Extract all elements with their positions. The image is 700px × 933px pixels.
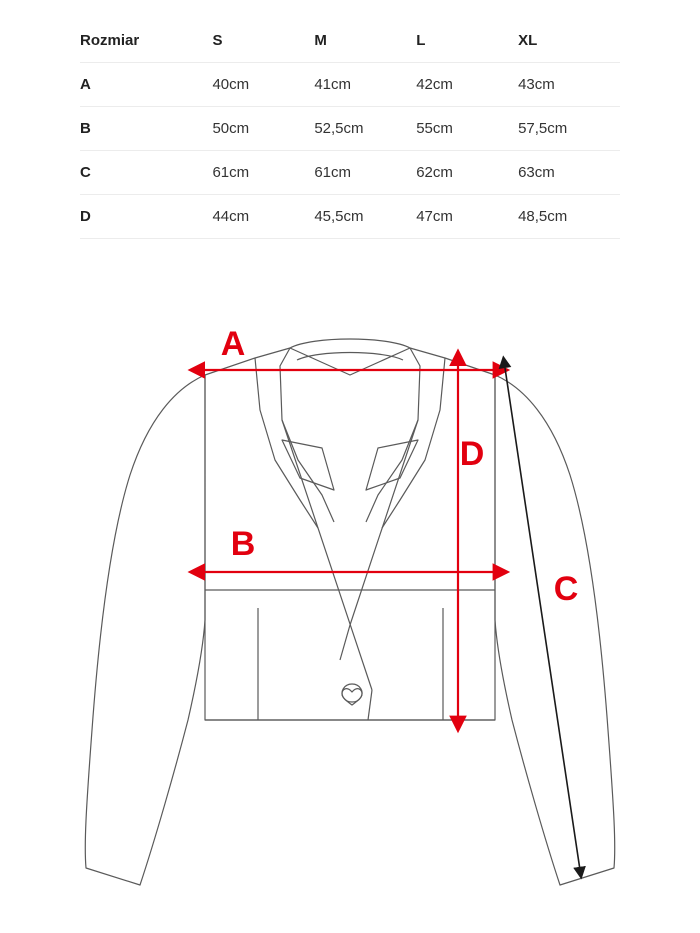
cell-c-m: 61cm xyxy=(314,151,416,195)
column-header-rozmiar: Rozmiar xyxy=(80,26,212,63)
column-header-xl: XL xyxy=(518,26,620,63)
measure-label-a: A xyxy=(220,325,246,363)
cell-d-xl: 48,5cm xyxy=(518,195,620,239)
cell-d-l: 47cm xyxy=(416,195,518,239)
table-row xyxy=(80,107,620,151)
row-label-a: A xyxy=(80,63,212,107)
cell-c-l: 62cm xyxy=(416,151,518,195)
row-label-c: C xyxy=(80,151,212,195)
cell-b-s: 50cm xyxy=(212,107,314,151)
cell-d-s: 44cm xyxy=(212,195,314,239)
cell-d-m: 45,5cm xyxy=(314,195,416,239)
table-row xyxy=(80,63,620,107)
measure-line-c xyxy=(505,368,580,870)
measurement-annotations xyxy=(205,325,580,870)
cell-b-m: 52,5cm xyxy=(314,107,416,151)
measure-label-d: D xyxy=(459,435,485,473)
cell-a-xl: 43cm xyxy=(518,63,620,107)
table-header-row xyxy=(80,26,620,63)
cell-a-m: 41cm xyxy=(314,63,416,107)
cell-c-xl: 63cm xyxy=(518,151,620,195)
cell-b-l: 55cm xyxy=(416,107,518,151)
cell-c-s: 61cm xyxy=(212,151,314,195)
measure-label-c: C xyxy=(553,570,579,608)
cell-b-xl: 57,5cm xyxy=(518,107,620,151)
row-label-d: D xyxy=(80,195,212,239)
table-row xyxy=(80,195,620,239)
column-header-l: L xyxy=(416,26,518,63)
size-chart-table xyxy=(80,26,620,239)
jacket-diagram xyxy=(0,300,700,920)
table-row xyxy=(80,151,620,195)
cell-a-s: 40cm xyxy=(212,63,314,107)
jacket-outline xyxy=(85,339,615,885)
table-head xyxy=(80,26,620,63)
column-header-s: S xyxy=(212,26,314,63)
cell-a-l: 42cm xyxy=(416,63,518,107)
table-body xyxy=(80,63,620,239)
measure-label-b: B xyxy=(230,525,256,563)
column-header-m: M xyxy=(314,26,416,63)
row-label-b: B xyxy=(80,107,212,151)
